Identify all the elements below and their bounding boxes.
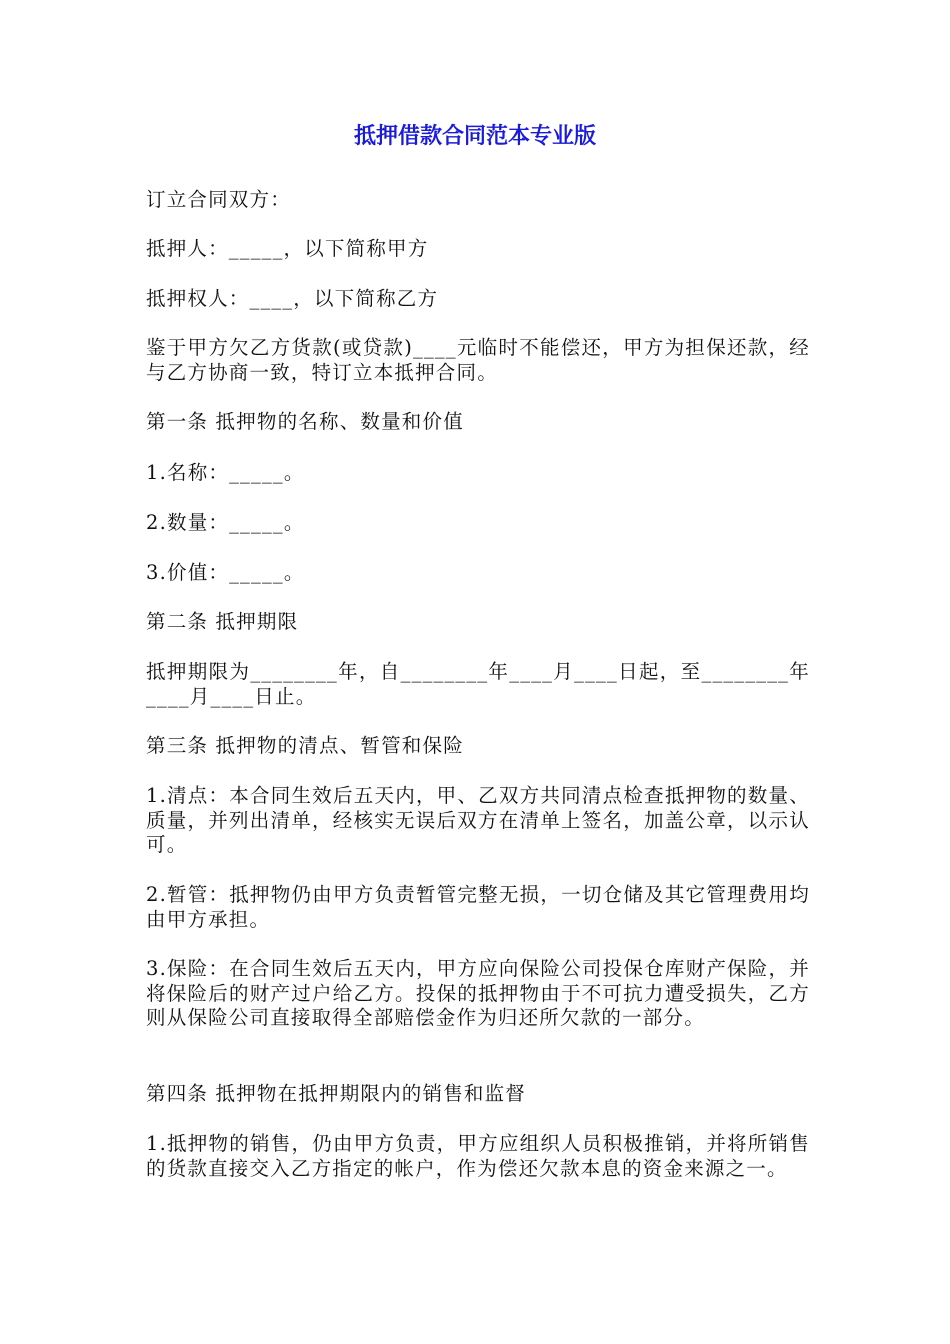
paragraph-mortgagor: 抵押人：_____，以下简称甲方 bbox=[146, 237, 429, 260]
article-1-item-quantity: 2.数量：_____。 bbox=[146, 511, 305, 534]
article-3-item-insurance: 3.保险：在合同生效后五天内，甲方应向保险公司投保仓库财产保险，并将保险后的财产过户给乙方。投保的抵押物由于不可抗力遭受损失，乙方则从保险公司直接取得全部赔偿金作为归还所欠款的一部分。 bbox=[146, 957, 810, 1029]
article-2-heading: 第二条 抵押期限 bbox=[146, 610, 299, 633]
paragraph-mortgagee: 抵押权人：____，以下简称乙方 bbox=[146, 287, 439, 310]
article-3-heading: 第三条 抵押物的清点、暂管和保险 bbox=[146, 734, 464, 757]
article-2-term: 抵押期限为________年，自________年____月____日起，至________年____月____日止。 bbox=[146, 660, 810, 708]
article-1-item-name: 1.名称：_____。 bbox=[146, 461, 305, 484]
article-4-item-sales: 1.抵押物的销售，仍由甲方负责，甲方应组织人员积极推销，并将所销售的货款直接交入乙方指定的帐户，作为偿还欠款本息的资金来源之一。 bbox=[146, 1132, 810, 1180]
paragraph-parties-intro: 订立合同双方： bbox=[146, 188, 291, 211]
article-3-item-custody: 2.暂管：抵押物仍由甲方负责暂管完整无损，一切仓储及其它管理费用均由甲方承担。 bbox=[146, 883, 810, 931]
article-1-item-value: 3.价值：_____。 bbox=[146, 561, 305, 584]
document-title: 抵押借款合同范本专业版 bbox=[353, 124, 596, 149]
article-4-heading: 第四条 抵押物在抵押期限内的销售和监督 bbox=[146, 1082, 526, 1105]
article-3-item-inventory: 1.清点：本合同生效后五天内，甲、乙双方共同清点检查抵押物的数量、质量，并列出清单，经核实无误后双方在清单上签名，加盖公章，以示认可。 bbox=[146, 784, 810, 856]
article-1-heading: 第一条 抵押物的名称、数量和价值 bbox=[146, 410, 464, 433]
paragraph-preamble: 鉴于甲方欠乙方货款(或贷款)____元临时不能偿还，甲方为担保还款，经与乙方协商一致，特订立本抵押合同。 bbox=[146, 336, 810, 384]
